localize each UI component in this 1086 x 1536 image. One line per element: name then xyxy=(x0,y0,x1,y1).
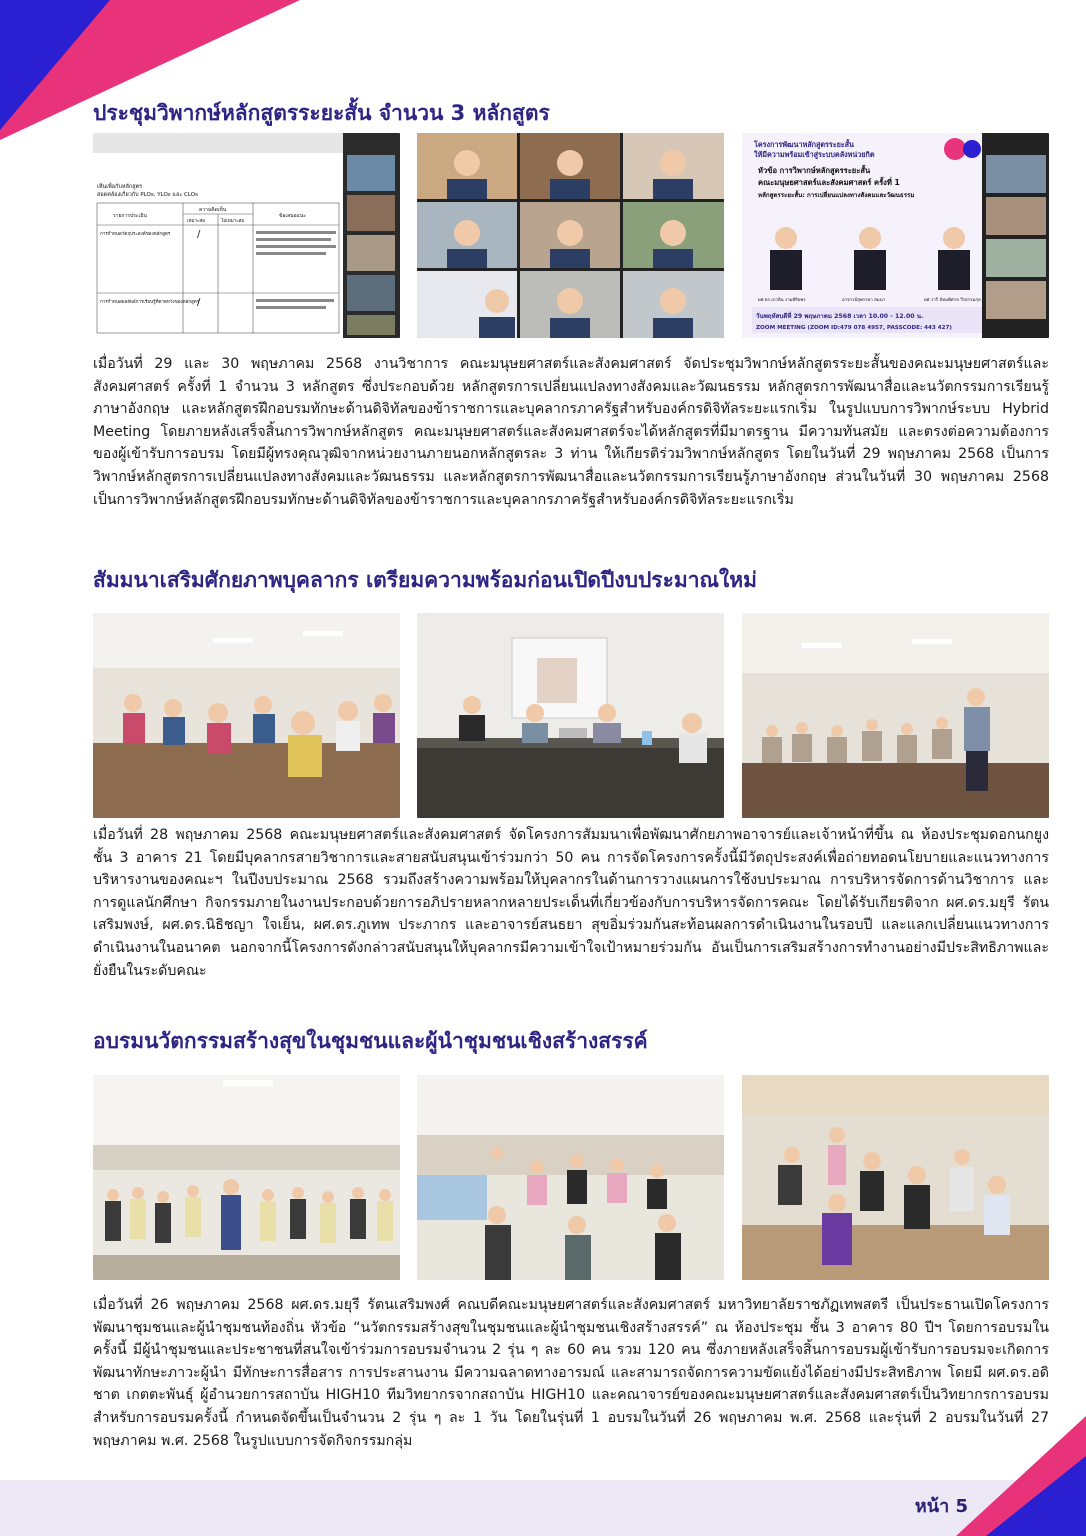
seminar-speaker-standing xyxy=(742,613,1049,818)
zoom-meeting-grid xyxy=(417,133,724,338)
svg-text:/: / xyxy=(197,229,201,240)
section-1-heading: ประชุมวิพากษ์หลักสูตรระยะสั้น จำนวน 3 หลักสูตร xyxy=(93,101,550,125)
document-review-screenshot xyxy=(93,133,400,338)
section-2-heading: สัมมนาเสริมศักยภาพบุคลากร เตรียมความพร้อมก่อนเปิดปีงบประมาณใหม่ xyxy=(93,568,757,592)
doc-sub-2: ไม่เหมาะสม xyxy=(221,219,245,224)
poster-date: วันพฤหัสบดีที่ 29 พฤษภาคม 2568 เวลา 10.00 - 12.00 น. xyxy=(756,313,924,320)
poster-line-4: คณะมนุษยศาสตร์และสังคมศาสตร์ ครั้งที่ 1 xyxy=(758,178,900,187)
section-3-paragraph: เมื่อวันที่ 26 พฤษภาคม 2568 ผศ.ดร.มยุรี รัตนเสริมพงศ์ คณบดีคณะมนุษยศาสตร์และสังคมศาสตร์ มหาวิทยาลัยราชภัฏเทพสตรี เป็นประธานเปิดโครงการพัฒนาชุมชนและผู้นำชุมชนท้องถิ่น หัวข้อ “นวัตกรรมสร้างสุขในชุมชนและผู้นำชุมชนเชิงสร้างสรรค์” ณ ห้องประชุม ชั้น 3 อาคาร 80 ปีฯ โดยการอบรมในครั้งนี้ มีผู้นำชุมชนและประชาชนที่สนใจเข้าร่วมการอบรมจำนวน 2 รุ่น ๆ ละ 60 คน รวม 120 คน ซึ่งภายหลังเสร็จสิ้นการอบรมผู้เข้ารับการอบรมจะเกิดการพัฒนาทักษะภาวะผู้นำ มีทักษะการสื่อสาร การประสานงาน มีความฉลาดทางอารมณ์ และสามารถจัดการความขัดแย้งได้อย่างมีประสิทธิภาพ โดยมี ผศ.ดร.อดิชาต เกตตะพันธุ์ ผู้อำนวยการสถาบัน HIGH10 ทีมวิทยากรจากสถาบัน HIGH10 และคณาจารย์ของคณะมนุษยศาสตร์และสังคมศาสตร์เป็นวิทยากรการอบรม สำหรับการอบรมครั้งนี้ กำหนดจัดขึ้นเป็นจำนวน 2 รุ่น ๆ ละ 1 วัน โดยในรุ่นที่ 1 อบรมในวันที่ 26 พฤษภาคม พ.ศ. 2568 และรุ่นที่ 2 อบรมในวันที่ 27 พฤษภาคม พ.ศ. 2568 ในรูปแบบการจัดกิจกรรมกลุ่ม xyxy=(93,1297,1049,1449)
section-1-paragraph: เมื่อวันที่ 29 และ 30 พฤษภาคม 2568 งานวิชาการ คณะมนุษยศาสตร์และสังคมศาสตร์ จัดประชุมวิพากษ์หลักสูตรระยะสั้นของคณะมนุษยศาสตร์และสังคมศาสตร์ ครั้งที่ 1 จำนวน 3 หลักสูตร ซึ่งประกอบด้วย หลักสูตรการเปลี่ยนแปลงทางสังคมและวัฒนธรรม หลักสูตรการพัฒนาสื่อและนวัตกรรมการเรียนรู้ภาษาอังกฤษ และหลักสูตรฝึกอบรมทักษะด้านดิจิทัลของข้าราชการและบุคลากรภาครัฐสำหรับองค์กรดิจิทัลระยะแรกเริ่ม ในรูปแบบการวิพากษ์ระบบ Hybrid Meeting โดยภายหลังเสร็จสิ้นการวิพากษ์หลักสูตร คณะมนุษยศาสตร์และสังคมศาสตร์จะได้หลักสูตรที่มีมาตรฐาน มีความทันสมัย และตรงต่อความต้องการของผู้เข้ารับการอบรม โดยมีผู้ทรงคุณวุฒิจากหน่วยงานภายนอกหลักสูตรละ 3 ท่าน ให้เกียรติร่วมวิพากษ์หลักสูตร โดยในวันที่ 29 พฤษภาคม 2568 เป็นการวิพากษ์หลักสูตรการเปลี่ยนแปลงทางสังคมและวัฒนธรรม และหลักสูตรการพัฒนาสื่อและนวัตกรรมการเรียนรู้ภาษาอังกฤษ ส่วนในวันที่ 30 พฤษภาคม 2568 เป็นการวิพากษ์หลักสูตรฝึกอบรมทักษะด้านดิจิทัลของข้าราชการและบุคลากรภาครัฐสำหรับองค์กรดิจิทัลระยะแรกเริ่ม xyxy=(93,356,1049,508)
seminar-audience xyxy=(93,613,400,818)
doc-row-2: การกำหนดผลลัพธ์การเรียนรู้ที่คาดหวังของหลักสูตร xyxy=(100,300,200,305)
page-number: หน้า 5 xyxy=(914,1496,968,1517)
poster-line-5: หลักสูตรระยะสั้น: การเปลี่ยนแปลงทางสังคมและวัฒนธรรม xyxy=(758,192,915,199)
workshop-large-group xyxy=(93,1075,400,1280)
section-3-heading: อบรมนวัตกรรมสร้างสุขในชุมชนและผู้นำชุมชนเชิงสร้างสรรค์ xyxy=(93,1029,648,1053)
doc-line-1: เห็นเพื่อกับหลักสูตร xyxy=(97,184,143,190)
poster-speaker-3: ผศ.วารี ปัทมพิศาล วีรธรรมกุล xyxy=(924,298,981,303)
poster-speaker-2: อาจารย์สุพรรษา สมนา xyxy=(842,298,886,303)
doc-col-1: รายการประเมิน xyxy=(113,213,147,219)
event-poster xyxy=(742,133,1049,338)
poster-line-1: โครงการพัฒนาหลักสูตรระยะสั้น xyxy=(754,140,854,149)
doc-col-2: ความคิดเห็น xyxy=(199,207,227,213)
poster-line-3: หัวข้อ การวิพากษ์หลักสูตรระยะสั้น xyxy=(758,166,871,175)
doc-col-3: ข้อเสนอแนะ xyxy=(279,213,306,219)
doc-row-1: การกำหนดวัตถุประสงค์ของหลักสูตร xyxy=(100,232,171,237)
workshop-activity xyxy=(417,1075,724,1280)
poster-line-2: ให้มีความพร้อมเข้าสู่ระบบคลังหน่วยกิต xyxy=(754,150,875,159)
poster-zoom: ZOOM MEETING (ZOOM ID:479 078 4957, PASSCODE: 443 427) xyxy=(756,325,952,331)
section-2-paragraph: เมื่อวันที่ 28 พฤษภาคม 2568 คณะมนุษยศาสตร์และสังคมศาสตร์ จัดโครงการสัมมนาเพื่อพัฒนาศักยภาพอาจารย์และเจ้าหน้าที่ขึ้น ณ ห้องประชุมดอกนกยูง ชั้น 3 อาคาร 21 โดยมีบุคลากรสายวิชาการและสายสนับสนุนเข้าร่วมกว่า 50 คน การจัดโครงการครั้งนี้มีวัตถุประสงค์เพื่อถ่ายทอดนโยบายและแนวทางการบริหารงานของคณะฯ ในปีงบประมาณ 2568 รวมถึงสร้างความพร้อมให้บุคลากรในด้านการวางแผนการใช้งบประมาณ การบริหารจัดการด้านวิชาการ และการดูแลนักศึกษา กิจกรรมภายในงานประกอบด้วยการอภิปรายหลากหลายประเด็นที่เกี่ยวข้องกับการบริหารจัดการคณะ โดยได้รับเกียรติจาก ผศ.ดร.มยุรี รัตนเสริมพงษ์, ผศ.ดร.นิธิชญา ใจเย็น, ผศ.ดร.ภูเทพ ประภากร และอาจารย์สนธยา สุขอิ่มร่วมกันสะท้อนผลการดำเนินงานในรอบปี และแลกเปลี่ยนแนวทางการดำเนินงานในอนาคต นอกจากนี้โครงการดังกล่าวสนับสนุนให้บุคลากรมีความเข้าใจเป้าหมายร่วมกัน อันเป็นการเสริมสร้างการทำงานอย่างมีประสิทธิภาพและยั่งยืนในระดับคณะ xyxy=(93,827,1049,979)
workshop-small-groups xyxy=(742,1075,1049,1280)
doc-line-2: สอดคล้องเกี่ยวกับ PLOs, YLOs และ CLOs xyxy=(97,192,198,198)
doc-sub-1: เหมาะสม xyxy=(187,219,206,224)
svg-text:/: / xyxy=(197,297,201,308)
seminar-panel-table xyxy=(417,613,724,818)
poster-speaker-1: ผศ.ดร.เกวลิน งามพิริยพร xyxy=(758,298,806,303)
